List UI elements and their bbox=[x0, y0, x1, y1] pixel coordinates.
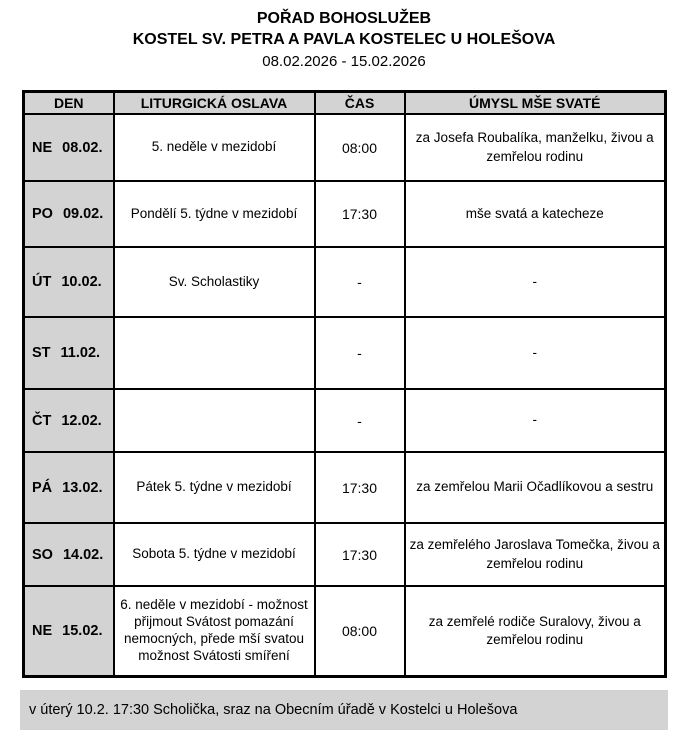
day-date: 12.02. bbox=[61, 412, 102, 429]
time-cell: 17:30 bbox=[315, 181, 405, 247]
day-cell bbox=[24, 523, 114, 586]
time-cell: 17:30 bbox=[315, 523, 405, 586]
day-abbr: NE bbox=[32, 622, 53, 639]
intention-cell: mše svatá a katecheze bbox=[405, 181, 666, 247]
celebration-cell bbox=[114, 317, 315, 389]
celebration-cell: Sobota 5. týdne v mezidobí bbox=[114, 523, 315, 586]
celebration-cell: Pondělí 5. týdne v mezidobí bbox=[114, 181, 315, 247]
time-cell: - bbox=[315, 247, 405, 317]
table-row bbox=[24, 586, 666, 676]
celebration-cell bbox=[114, 389, 315, 452]
intention-cell: - bbox=[405, 317, 666, 389]
time-cell: 08:00 bbox=[315, 586, 405, 676]
table-row bbox=[24, 389, 666, 452]
day-cell bbox=[24, 317, 114, 389]
day-abbr: SO bbox=[32, 546, 53, 563]
day-abbr: ČT bbox=[32, 412, 52, 429]
day-date: 14.02. bbox=[62, 546, 104, 563]
day-date: 08.02. bbox=[62, 139, 103, 156]
table-row bbox=[24, 247, 666, 317]
schedule-table bbox=[22, 90, 667, 678]
day-date: 09.02. bbox=[62, 206, 104, 222]
page-title: POŘAD BOHOSLUŽEB bbox=[256, 10, 432, 27]
day-date: 13.02. bbox=[62, 479, 103, 496]
table-row bbox=[24, 317, 666, 389]
celebration-cell: 6. neděle v mezidobí - možnost přijmout Svátost pomazání nemocných, přede mší svatou možnost Svátosti smíření bbox=[114, 586, 315, 676]
table-row bbox=[24, 523, 666, 586]
day-date: 15.02. bbox=[62, 622, 103, 639]
day-date: 10.02. bbox=[61, 274, 102, 290]
document-header bbox=[0, 8, 688, 72]
intention-cell: za zemřelou Marii Očadlíkovou a sestru bbox=[405, 452, 666, 523]
column-header-day: DEN bbox=[24, 92, 114, 115]
day-abbr: ST bbox=[32, 345, 51, 361]
day-cell bbox=[24, 247, 114, 317]
intention-cell: - bbox=[405, 247, 666, 317]
intention-cell: za Josefa Roubalíka, manželku, živou a zemřelou rodinu bbox=[405, 114, 666, 181]
date-range: 08.02.2026 - 15.02.2026 bbox=[262, 53, 426, 70]
time-cell: - bbox=[315, 389, 405, 452]
day-cell bbox=[24, 389, 114, 452]
table-header-row bbox=[24, 92, 666, 115]
day-abbr: PO bbox=[32, 206, 53, 222]
footer-note: v úterý 10.2. 17:30 Scholička, sraz na Obecním úřadě v Kostelci u Holešova bbox=[20, 690, 668, 730]
day-abbr: ÚT bbox=[32, 274, 52, 290]
day-abbr: NE bbox=[32, 139, 53, 156]
column-header-intention: ÚMYSL MŠE SVATÉ bbox=[405, 92, 666, 115]
celebration-cell: 5. neděle v mezidobí bbox=[114, 114, 315, 181]
column-header-time: ČAS bbox=[315, 92, 405, 115]
intention-cell: - bbox=[405, 389, 666, 452]
day-cell bbox=[24, 452, 114, 523]
day-abbr: PÁ bbox=[32, 479, 53, 496]
time-cell: 08:00 bbox=[315, 114, 405, 181]
table-row bbox=[24, 114, 666, 181]
intention-cell: za zemřelého Jaroslava Tomečka, živou a zemřelou rodinu bbox=[405, 523, 666, 586]
intention-cell: za zemřelé rodiče Suralovy, živou a zemřelou rodinu bbox=[405, 586, 666, 676]
day-cell bbox=[24, 181, 114, 247]
table-row bbox=[24, 181, 666, 247]
celebration-cell: Pátek 5. týdne v mezidobí bbox=[114, 452, 315, 523]
table-row bbox=[24, 452, 666, 523]
time-cell: - bbox=[315, 317, 405, 389]
day-date: 11.02. bbox=[60, 345, 101, 361]
column-header-celebration: LITURGICKÁ OSLAVA bbox=[114, 92, 315, 115]
celebration-cell: Sv. Scholastiky bbox=[114, 247, 315, 317]
page-subtitle: KOSTEL SV. PETRA A PAVLA KOSTELEC U HOLEŠOVA bbox=[132, 31, 556, 48]
day-cell bbox=[24, 114, 114, 181]
time-cell: 17:30 bbox=[315, 452, 405, 523]
day-cell bbox=[24, 586, 114, 676]
